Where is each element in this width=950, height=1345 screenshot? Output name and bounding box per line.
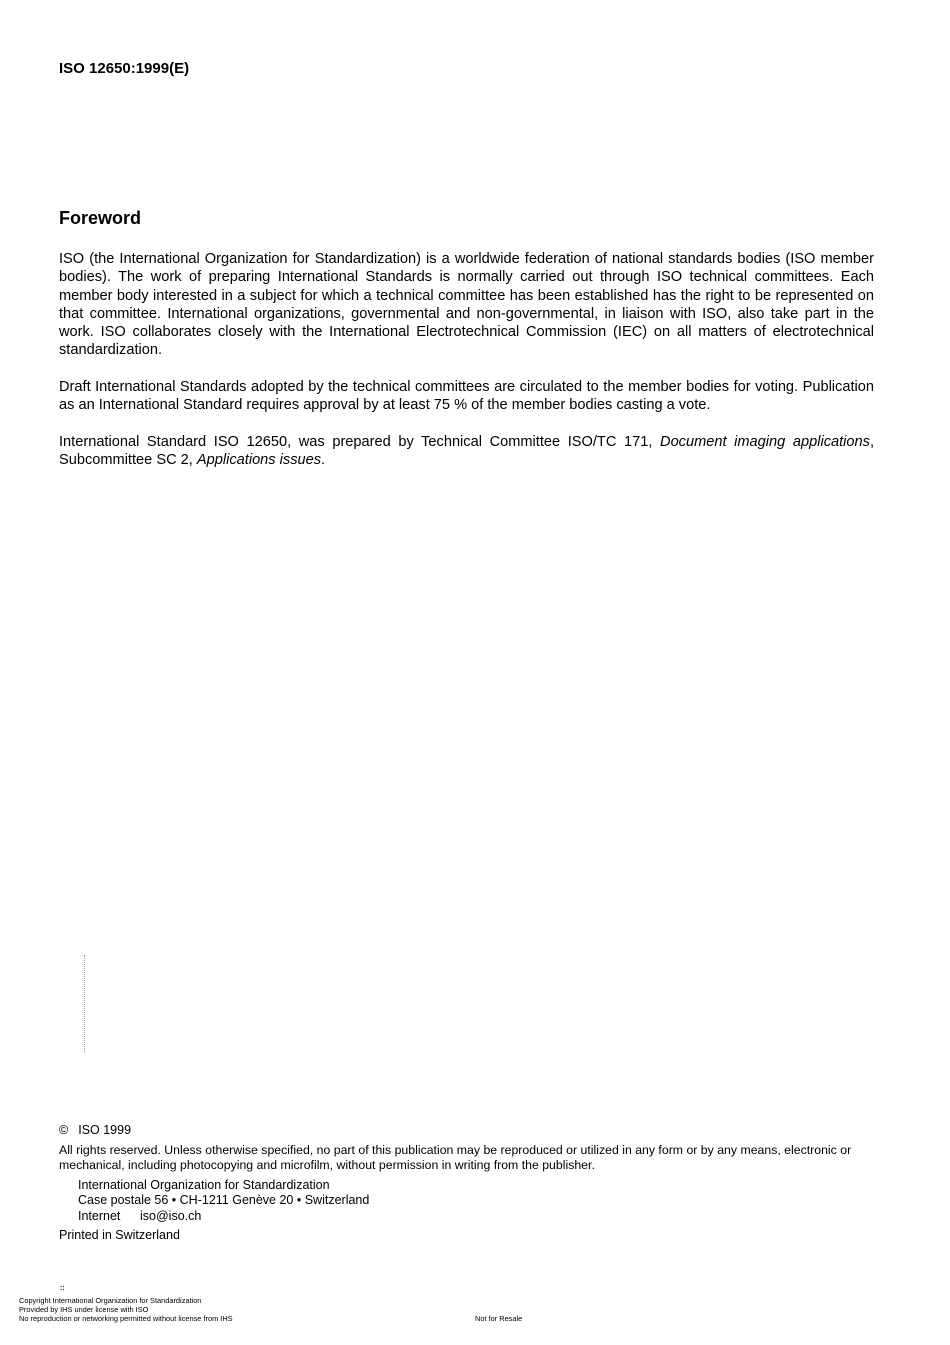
printed-in: Printed in Switzerland [59, 1228, 180, 1242]
publisher-internet [78, 1209, 369, 1224]
p3-prefix: International Standard ISO 12650, was prepared by Technical Committee ISO/TC 171, [59, 434, 653, 450]
copyright-line [59, 1123, 131, 1137]
license-footer [19, 1296, 233, 1323]
p3-suffix: . [321, 452, 326, 469]
copyright-text: ISO 1999 [78, 1123, 132, 1137]
publisher-org: International Organization for Standardization [78, 1178, 330, 1192]
document-id: ISO 12650:1999(E) [59, 60, 190, 77]
subcommittee-name: Applications issues [196, 452, 322, 469]
license-line-3: No reproduction or networking permitted without license from IHS [19, 1314, 233, 1323]
foreword-paragraph-3 [59, 433, 874, 470]
publisher-address [78, 1178, 369, 1224]
foreword-paragraph-1: ISO (the International Organization for Standardization) is a worldwide federation of national standards bodies (ISO member bodies). The work of preparing International Standards is normally carried out through ISO technical committees. Each member body interested in a subject for which a technical committee has been established has the right to be represented on that committee. International organizations, governmental and non-governmental, in liaison with ISO, also take part in the work. ISO collaborates closely with the International Electrotechnical Commission (IEC) on all matters of electrotechnical standardization. [59, 251, 874, 359]
copyright-symbol: © [59, 1123, 69, 1137]
internet-label: Internet [78, 1208, 121, 1223]
foreword-heading: Foreword [59, 208, 142, 228]
committee-name: Document imaging applications [660, 434, 870, 450]
footer-dots: :: [60, 1285, 65, 1292]
license-line-1: Copyright International Organization for Standardization [19, 1296, 202, 1305]
p3-middle: , Subcommittee SC 2, [59, 434, 875, 469]
internet-email: iso@iso.ch [140, 1208, 202, 1223]
publisher-postal: Case postale 56 • CH-1211 Genève 20 • Switzerland [78, 1193, 370, 1208]
dotted-margin-mark [84, 955, 85, 1053]
license-line-2: Provided by IHS under license with ISO [19, 1305, 149, 1314]
foreword-paragraph-2: Draft International Standards adopted by the technical committees are circulated to the member bodies for voting. Publication as an International Standard requires approval by at least 75 % of the member bodies casting a vote. [59, 379, 874, 414]
rights-statement: All rights reserved. Unless otherwise specified, no part of this publication may be reproduced or utilized in any form or by any means, electronic or mechanical, including photocopying and microfilm, without permission in writing from the publisher. [59, 1143, 852, 1173]
not-for-resale: Not for Resale [475, 1314, 523, 1323]
